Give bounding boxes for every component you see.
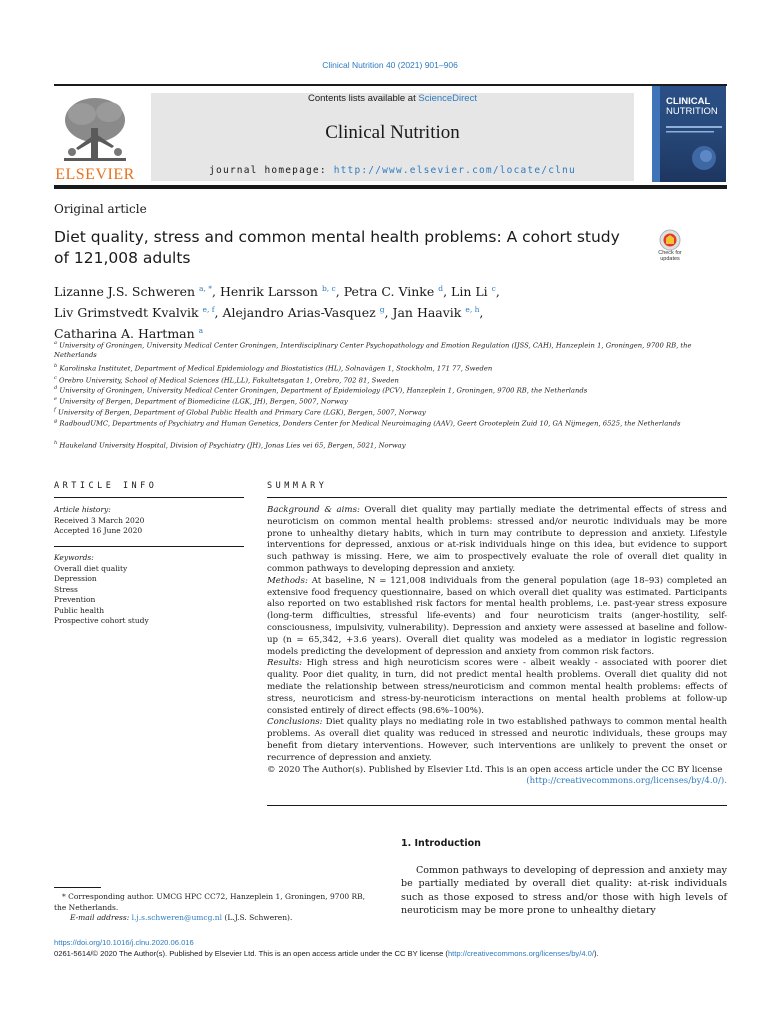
publisher-logo-text[interactable]: ELSEVIER: [55, 166, 135, 183]
summary-bottom-rule: [267, 805, 727, 806]
keyword[interactable]: Public health: [54, 605, 105, 615]
history-label: Article history:: [54, 505, 111, 514]
author-name[interactable]: Petra C. Vinke: [343, 284, 435, 300]
sciencedirect-link[interactable]: ScienceDirect: [418, 93, 477, 104]
author-separator: ,: [495, 284, 500, 300]
email-note: E-mail address: l.j.s.schweren@umcg.nl (L.J.S. Schweren).: [70, 913, 293, 922]
author-name[interactable]: Henrik Larsson: [219, 284, 318, 300]
author-name[interactable]: Jan Haavik: [392, 305, 462, 321]
contents-line: Contents lists available at ScienceDirect: [308, 93, 477, 104]
affiliation-text: Orebro University, School of Medical Sciences (HL,LL), Fakultetsgatan 1, Orebro, 702 81, Sweden: [58, 376, 399, 385]
affiliation-a: [54, 338, 734, 360]
cover-stripe: [652, 86, 660, 182]
affiliation-marker: h: [54, 440, 58, 446]
author-affiliation-marker[interactable]: c: [491, 284, 496, 293]
article-info-heading: ARTICLE INFO: [54, 481, 158, 491]
doi-link[interactable]: https://doi.org/10.1016/j.clnu.2020.06.016: [54, 938, 194, 947]
summary-background: Background & aims: Overall diet quality may partially mediate the detrimental effects of stress and neuroticism on common mental health problems: stressed and/or neurotic individuals may be more prone to unhealthy dietary habits, which in turn may contribute to depression and anxiety. Lifestyle interventions for depressed, anxious or at-risk individuals hinge on this idea, but evidence to support such pathway is missing. Here, we aim to prospectively evaluate the role of overall diet quality in common pathways to developing depression and anxiety.: [267, 505, 727, 574]
cover-subtitle: NUTRITION: [666, 106, 718, 117]
author-affiliation-marker[interactable]: d: [438, 284, 444, 293]
affiliation-text: Karolinska Institutet, Department of Medical Epidemiology and Biostatistics (HL), Solnavägen 1, Stockholm, 171 77, Sweden: [59, 364, 493, 373]
author-affiliation-marker[interactable]: e, f: [202, 305, 215, 315]
history-rule: [54, 546, 244, 547]
journal-homepage: journal homepage: http://www.elsevier.com/locate/clnu: [209, 165, 576, 176]
affiliation-marker: f: [54, 407, 56, 413]
journal-name: Clinical Nutrition: [325, 122, 460, 143]
cover-art: [666, 126, 722, 176]
email-link[interactable]: l.j.s.schweren@umcg.nl: [131, 913, 223, 922]
keyword[interactable]: Prevention: [54, 595, 96, 604]
check-for-updates-label[interactable]: Check for updates: [658, 250, 682, 262]
author-name[interactable]: Lizanne J.S. Schweren: [54, 284, 196, 300]
affiliation-marker: c: [54, 375, 57, 381]
summary-results: Results: High stress and high neuroticism scores were - albeit weakly - associated with poorer diet quality. Poor diet quality, in turn, did not predict mental health problems. Overall diet quality did not mediate the relationship between stress/neuroticism and common mental health problems: effects of stress, neuroticism and stress-by-neuroticism interactions on mental health problems at follow-up consisted entirely of direct effects (98.6%–100%).: [267, 658, 727, 716]
author-separator: ,: [212, 284, 220, 300]
author-name[interactable]: Catharina A. Hartman: [54, 326, 195, 342]
license-footer: 0261-5614/© 2020 The Author(s). Published by Elsevier Ltd. This is an open access article under the CC BY license (http://creativecommons.org/licenses/by/4.0/).: [54, 949, 599, 958]
author-separator: ,: [384, 305, 393, 321]
author-name[interactable]: Alejandro Arias-Vasquez: [222, 305, 376, 321]
article-info-rule: [54, 497, 244, 498]
affiliation-g: [54, 416, 734, 428]
author-affiliation-marker[interactable]: a, *: [199, 284, 213, 293]
author-separator: ,: [335, 284, 344, 300]
homepage-link[interactable]: http://www.elsevier.com/locate/clnu: [333, 165, 576, 176]
header-rule: [54, 84, 727, 86]
summary-heading: SUMMARY: [267, 481, 328, 491]
author-list: [54, 280, 654, 343]
author-affiliation-marker[interactable]: g: [379, 305, 385, 315]
journal-citation[interactable]: Clinical Nutrition 40 (2021) 901–906: [322, 60, 458, 70]
keyword[interactable]: Prospective cohort study: [54, 616, 149, 625]
corresponding-author-note: * Corresponding author. UMCG HPC CC72, Hanzeplein 1, Groningen, 9700 RB, the Netherlands.: [54, 892, 366, 912]
affiliation-h: [54, 438, 734, 450]
author-separator: ,: [214, 305, 223, 321]
article-type: Original article: [54, 202, 147, 216]
summary-body: [267, 505, 727, 788]
author-name[interactable]: Lin Li: [451, 284, 488, 300]
affiliation-text: University of Bergen, Department of Global Public Health and Primary Care (LGK), Bergen, 5007, Norway: [58, 408, 426, 417]
summary-copyright: © 2020 The Author(s). Published by Elsevier Ltd. This is an open access article under the CC BY license: [267, 764, 723, 775]
received-date: Received 3 March 2020: [54, 515, 145, 525]
summary-rule: [267, 497, 727, 498]
author-affiliation-marker[interactable]: a: [198, 326, 204, 336]
license-footer-link[interactable]: http://creativecommons.org/licenses/by/4.0/: [447, 949, 594, 958]
keyword[interactable]: Stress: [54, 584, 78, 594]
author-name[interactable]: Liv Grimstvedt Kvalvik: [54, 305, 199, 321]
affiliation-text: Haukeland University Hospital, Division of Psychiatry (JH), Jonas Lies vei 65, Bergen, 5021, Norway: [59, 441, 406, 450]
journal-cover[interactable]: [652, 86, 726, 182]
affiliation-marker: e: [54, 396, 57, 402]
introduction-text: Common pathways to developing of depression and anxiety may be partially mediated by overall diet quality: at-risk individuals such as those exposed to stress and/or those with high levels of neuroticism may be more prone to unhealthy dietary: [401, 865, 727, 917]
author-separator: ,: [443, 284, 452, 300]
keywords-block: [54, 553, 244, 627]
footnote-rule: [54, 887, 101, 888]
cover-title: CLINICAL: [666, 96, 711, 107]
summary-methods: Methods: At baseline, N = 121,008 individuals from the general population (age 18–93) completed an extensive food frequency questionnaire, based on which overall diet quality was estimated. Participants also reported on two established risk factors for mental health problems, i.e. past-year stress exposure (long-term difficulties, stressful life-events) and four neuroticism traits (anger-hostility, self-consciousness, impulsivity, vulnerability). Depression and anxiety were assessed at baseline and follow-up (n = 65,342, +3.6 years). Overall diet quality was modeled as a mediator in logistic regression models predicting the development of depression and anxiety from common risk factors.: [267, 575, 727, 657]
affiliation-marker: g: [54, 418, 58, 424]
author-affiliation-marker[interactable]: b, c: [321, 284, 336, 293]
article-title: Diet quality, stress and common mental health problems: A cohort study of 121,008 adults: [54, 228, 620, 267]
keyword[interactable]: Depression: [54, 574, 97, 583]
license-link[interactable]: (http://creativecommons.org/licenses/by/4.0/).: [526, 776, 727, 787]
affiliation-marker: d: [54, 385, 58, 391]
affiliation-text: RadboudUMC, Departments of Psychiatry and Human Genetics, Donders Center for Medical Neuroimaging (AAV), Geert Grooteplein Zuid 10, GA Nijmegen, 6525, the Netherlands: [59, 419, 681, 428]
accepted-date: Accepted 16 June 2020: [54, 526, 143, 535]
affiliation-text: University of Groningen, University Medical Center Groningen, Department of Epidemiology (PCV), Hanzeplein 1, Groningen, 9700 RB, the Netherlands: [59, 386, 588, 395]
section-heading-introduction: 1. Introduction: [401, 838, 481, 849]
author-separator: ,: [479, 305, 484, 321]
affiliation-text: University of Groningen, University Medical Center Groningen, Interdisciplinary Center Psychopathology and Emotion Regulation (IJSS, CAH), Hanzeplein 1, Groningen, 9700 RB, the Netherlands: [54, 341, 692, 360]
header-thick-rule: [54, 185, 727, 189]
affiliation-text: University of Bergen, Department of Biomedicine (LGK, JH), Bergen, 5007, Norway: [59, 397, 348, 406]
keywords-label: Keywords:: [54, 553, 94, 562]
affiliation-marker: a: [54, 340, 57, 346]
affiliation-marker: b: [54, 363, 58, 369]
check-for-updates-icon[interactable]: [652, 229, 688, 251]
article-history: [54, 505, 244, 537]
affiliation-b: [54, 361, 734, 373]
summary-conclusions: Conclusions: Diet quality plays no mediating role in two established pathways to common mental health problems. As overall diet quality was reduced in stressed and neurotic individuals, these groups may benefit from dietary interventions. However, such interventions are unlikely to prevent the onset or recurrence of depression and anxiety.: [267, 717, 727, 763]
keyword[interactable]: Overall diet quality: [54, 563, 128, 573]
summary-license: [267, 776, 727, 788]
author-affiliation-marker[interactable]: e, h: [465, 305, 480, 315]
